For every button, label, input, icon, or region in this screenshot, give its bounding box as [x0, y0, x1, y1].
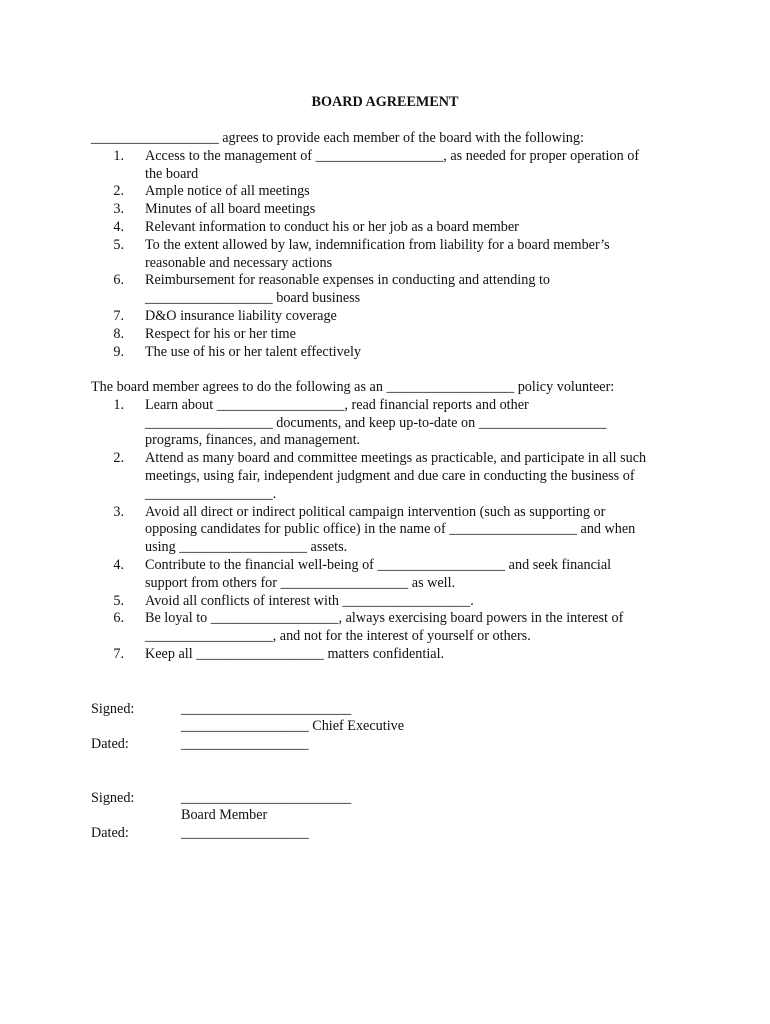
list-number: 7. — [113, 307, 124, 324]
list-item-text: Ample notice of all meetings — [145, 183, 310, 200]
dated-label: Dated: — [91, 825, 129, 841]
list-item — [91, 148, 691, 184]
obligations-list — [91, 148, 691, 362]
list-item — [91, 593, 691, 611]
organization-obligations-section — [91, 130, 691, 361]
list-number: 2. — [113, 183, 124, 200]
list-number: 4. — [113, 556, 124, 573]
list-item-text: Avoid all direct or indirect political campaign intervention (such as supporting or opposing candidates for public office) in the name of __________________ and when using __________________ assets. — [145, 503, 636, 556]
list-item-text: Relevant information to conduct his or her job as a board member — [145, 218, 519, 235]
list-item — [91, 504, 691, 557]
signed-label: Signed: — [91, 790, 135, 806]
list-item-text: To the extent allowed by law, indemnification from liability for a board member’s reasonable and necessary actions — [145, 236, 610, 271]
list-item-text: Respect for his or her time — [145, 325, 296, 342]
list-number: 3. — [113, 503, 124, 520]
list-item — [91, 183, 691, 201]
signature-field[interactable]: ________________________ — [181, 790, 352, 806]
list-number: 1. — [113, 147, 124, 164]
list-item-text: Reimbursement for reasonable expenses in conducting and attending to __________________ board business — [145, 272, 551, 307]
list-item-text: The use of his or her talent effectively — [145, 343, 362, 360]
list-number: 6. — [113, 272, 124, 289]
board-member-duties-section — [91, 379, 691, 664]
section-intro: The board member agrees to do the following as an __________________ policy volunteer: — [91, 379, 615, 395]
list-number: 5. — [113, 236, 124, 253]
duties-list — [91, 397, 691, 664]
list-item-text: D&O insurance liability coverage — [145, 307, 337, 324]
signature-field[interactable]: ________________________ — [181, 701, 352, 717]
list-item — [91, 201, 691, 219]
list-item-text: Be loyal to __________________, always exercising board powers in the interest of __________________, and not for the interest of yourself or others. — [145, 610, 624, 645]
list-number: 3. — [113, 201, 124, 218]
list-number: 1. — [113, 396, 124, 413]
list-item-text: Avoid all conflicts of interest with __________________. — [145, 592, 474, 609]
list-item — [91, 557, 691, 593]
list-item — [91, 610, 691, 646]
board-member-caption: Board Member — [181, 807, 268, 823]
section-intro: __________________ agrees to provide each member of the board with the following: — [91, 130, 584, 146]
list-item — [91, 450, 691, 503]
list-number: 6. — [113, 610, 124, 627]
list-number: 4. — [113, 218, 124, 235]
list-number: 8. — [113, 325, 124, 342]
list-item — [91, 308, 691, 326]
list-number: 5. — [113, 592, 124, 609]
date-field[interactable]: __________________ — [181, 825, 309, 841]
list-item — [91, 344, 691, 362]
list-item — [91, 646, 691, 664]
list-item — [91, 397, 691, 450]
list-item — [91, 237, 691, 273]
signed-label: Signed: — [91, 701, 135, 717]
chief-executive-name-field[interactable]: __________________ Chief Executive — [181, 718, 405, 734]
list-item-text: Attend as many board and committee meetings as practicable, and participate in all such meetings, using fair, independent judgment and due care in conducting the business of __________________. — [145, 450, 647, 502]
list-item-text: Learn about __________________, read financial reports and other __________________ documents, and keep up-to-date on __________________ programs, finances, and management. — [145, 396, 607, 449]
list-item-text: Access to the management of __________________, as needed for proper operation of the board — [145, 147, 640, 182]
list-number: 9. — [113, 343, 124, 360]
list-item — [91, 272, 691, 308]
dated-label: Dated: — [91, 736, 129, 752]
list-item-text: Keep all __________________ matters confidential. — [145, 645, 445, 662]
list-item-text: Contribute to the financial well-being of __________________ and seek financial support from others for __________________ as well. — [145, 556, 612, 591]
list-item-text: Minutes of all board meetings — [145, 201, 316, 218]
document-title: BOARD AGREEMENT — [311, 94, 459, 110]
list-number: 7. — [113, 645, 124, 662]
list-item — [91, 326, 691, 344]
list-number: 2. — [113, 450, 124, 467]
list-item — [91, 219, 691, 237]
date-field[interactable]: __________________ — [181, 736, 309, 752]
